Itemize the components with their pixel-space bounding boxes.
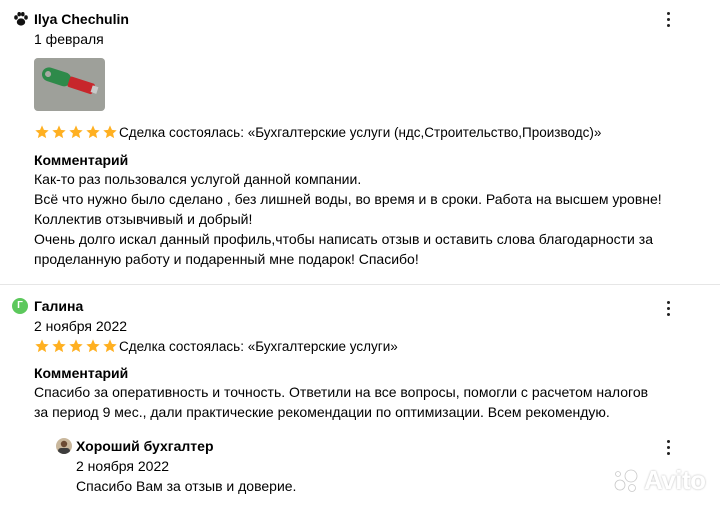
review-photo-thumbnail[interactable] (34, 58, 105, 111)
reply-date: 2 ноября 2022 (76, 458, 170, 474)
rating-stars (34, 124, 118, 140)
review-card (0, 285, 720, 507)
avatar (56, 438, 72, 454)
comment-title: Комментарий (34, 365, 129, 381)
more-options-icon[interactable] (660, 298, 676, 318)
star-icon (51, 338, 67, 354)
rating-stars (34, 338, 118, 354)
reply-text: Спасибо Вам за отзыв и доверие. (76, 478, 297, 494)
comment-title: Комментарий (34, 152, 129, 168)
paw-icon (12, 10, 30, 28)
avito-watermark (612, 465, 706, 496)
review-date: 2 ноября 2022 (34, 318, 128, 334)
avito-logo-icon (612, 468, 640, 494)
more-options-icon[interactable] (660, 9, 676, 29)
deal-status: Сделка состоялась: «Бухгалтерские услуги (ндс,Строительство,Производс)» (119, 125, 602, 140)
review-date: 1 февраля (34, 31, 104, 47)
avatar (12, 298, 28, 314)
comment-text: Как-то раз пользовался услугой данной компании. Всё что нужно было сделано , без лишней воды, во время и в сроки. Работа на высшем уровне! Коллектив отзывчивый и добрый! Очень долго искал данный профиль,чтобы написать отзыв и оставить слова благодарности за проделанную работу и подаренный мне подарок! Спасибо! (34, 171, 662, 267)
star-icon (85, 124, 101, 140)
review-author[interactable]: Галина (34, 298, 84, 314)
review-author[interactable]: Ilya Chechulin (34, 11, 129, 27)
deal-status: Сделка состоялась: «Бухгалтерские услуги» (119, 339, 398, 354)
reply-author[interactable]: Хороший бухгалтер (76, 438, 214, 454)
star-icon (34, 338, 50, 354)
star-icon (34, 124, 50, 140)
star-icon (102, 124, 118, 140)
watermark-text: Avito (644, 465, 706, 495)
star-icon (68, 124, 84, 140)
star-icon (68, 338, 84, 354)
comment-text: Спасибо за оперативность и точность. Ответили на все вопросы, помогли с расчетом налогов за период 9 мес., дали практические рекомендации по оптимизации. Всем рекомендую. (34, 384, 649, 420)
star-icon (51, 124, 67, 140)
star-icon (102, 338, 118, 354)
star-icon (85, 338, 101, 354)
seller-reply (54, 433, 694, 503)
more-options-icon[interactable] (660, 437, 676, 457)
avatar-letter: Г (17, 300, 23, 311)
